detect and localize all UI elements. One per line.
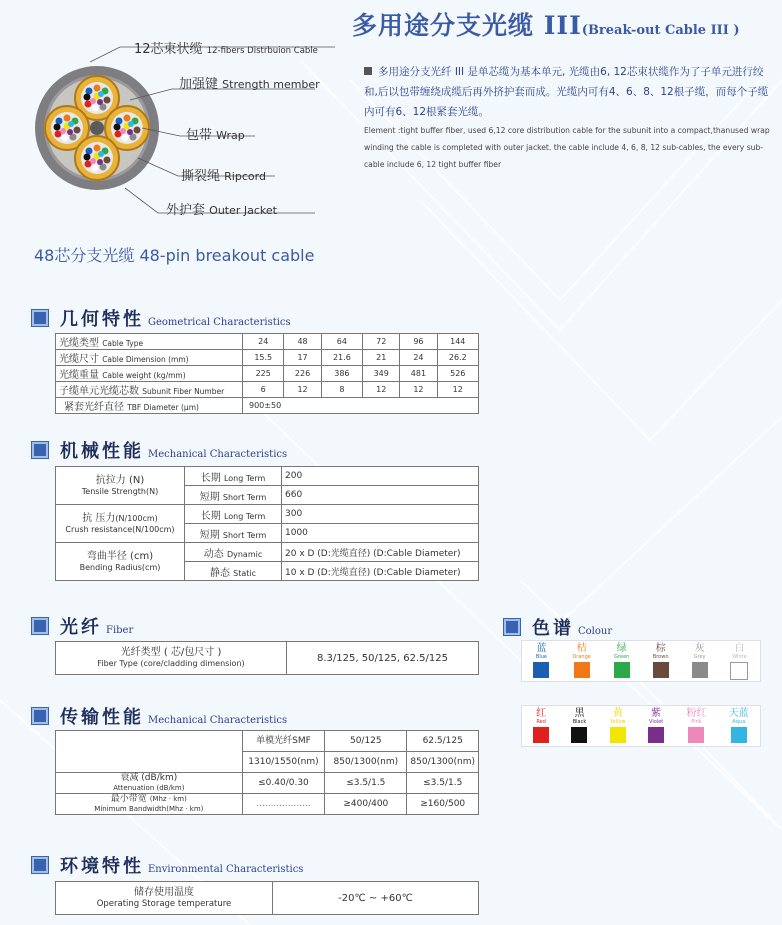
colour-name-en: Blue	[535, 654, 547, 660]
colour-chip	[731, 727, 747, 743]
colour-swatch-pink	[686, 709, 706, 746]
colour-swatch-violet	[648, 709, 664, 746]
colour-name-cn: 桔	[576, 643, 587, 654]
bullet-icon	[364, 67, 372, 75]
square-bullet-icon	[32, 618, 48, 634]
table-row: 短期 Short Term 1000	[56, 524, 479, 543]
colour-name-en: White	[732, 654, 747, 660]
table-row: 短期 Short Term 660	[56, 486, 479, 505]
colour-chip	[533, 662, 549, 678]
section-colour: 色谱 Colour	[504, 614, 612, 640]
page-title	[352, 6, 740, 42]
colour-chip	[653, 662, 669, 678]
transmission-table	[55, 730, 479, 815]
colour-chip	[692, 662, 708, 678]
colour-name-cn: 天蓝	[728, 708, 749, 719]
table-row: 光缆类型 Cable Type 24 48 64 72 96 144	[56, 334, 479, 350]
cable-caption: 48芯分支光缆 48-pin breakout cable	[34, 246, 315, 265]
section-mechanical: 机械性能 Mechanical Characteristics	[32, 437, 287, 463]
colour-name-cn: 黑	[574, 708, 585, 719]
section-fiber: 光纤 Fiber	[32, 613, 133, 639]
colour-name-cn: 绿	[616, 643, 627, 654]
colour-swatch-blue	[533, 644, 549, 681]
colour-name-en: Grey	[693, 654, 706, 660]
colour-swatch-black	[571, 709, 587, 746]
table-row: 抗拉力 (N) Tensile Strength(N) 长期 Long Term 200	[56, 467, 479, 486]
colour-chip	[648, 727, 664, 743]
colour-chip	[688, 727, 704, 743]
environmental-table	[55, 881, 479, 915]
description	[364, 62, 774, 173]
colour-name-en: Orange	[572, 654, 591, 660]
label-wrap: 包带 Wrap	[186, 128, 245, 143]
description-en: Element :tight buffer fiber, used 6,12 core distribution cable for the subunit into a compact,thanused wrap winding the cable is completed with outer jacket. the cable include 4, 6, 8, 12 sub-cables, the every sub-cable include 6, 12 tight buffer fiber	[364, 126, 770, 169]
colour-swatch-orange	[572, 644, 590, 681]
colour-name-cn: 红	[536, 708, 547, 719]
square-bullet-icon	[32, 857, 48, 873]
table-row: 1310/1550(nm) 850/1300(nm) 850/1300(nm)	[56, 752, 479, 773]
label-strength-member: 加强键 Strength member	[179, 77, 320, 92]
colour-row-1	[521, 640, 761, 682]
title-en: (Break-out Cable III )	[581, 23, 740, 38]
colour-swatch-brown	[653, 644, 669, 681]
square-bullet-icon	[32, 442, 48, 458]
colour-name-en: Aqua	[732, 719, 746, 725]
section-transmission: 传输性能 Mechanical Characteristics	[32, 703, 287, 729]
label-ripcord: 撕裂绳 Ripcord	[181, 169, 266, 184]
colour-name-en: Yellow	[610, 719, 626, 725]
colour-swatch-grey	[692, 644, 708, 681]
table-row: 光纤类型 ( 芯/包尺寸 ) Fiber Type (core/cladding dimension) 8.3/125, 50/125, 62.5/125	[56, 642, 479, 675]
description-cn: 多用途分支光纤 III 是单芯缆为基本单元, 光缆由6, 12芯束状缆作为了子单元进行绞和,后以包带缠绕成缆后再外挤护套而成。光缆内可有4、6、8、12根子缆，而每个子缆内可有6、12根紧套光缆。	[364, 66, 769, 118]
colour-swatch-green	[614, 644, 630, 681]
colour-swatch-white	[730, 644, 748, 681]
colour-name-cn: 白	[734, 643, 745, 654]
colour-name-cn: 棕	[655, 643, 666, 654]
label-outer-jacket: 外护套 Outer Jacket	[166, 203, 277, 218]
title-cn: 多用途分支光缆 III	[352, 11, 582, 40]
square-bullet-icon	[504, 619, 520, 635]
colour-name-en: Black	[572, 719, 587, 725]
table-row: 紧套光纤直径 TBF Diameter (μm) 900±50	[56, 398, 479, 414]
colour-name-cn: 粉红	[686, 708, 707, 719]
colour-chip	[730, 662, 748, 680]
label-12-fiber-cable: 12芯束状缆 12-fibers Distrbuion Cable	[134, 42, 318, 57]
colour-name-en: Violet	[649, 719, 664, 725]
colour-chip	[610, 727, 626, 743]
square-bullet-icon	[32, 708, 48, 724]
table-row: 储存使用温度 Operating Storage temperature -20℃ ~ +60℃	[56, 882, 479, 915]
table-row: 光缆尺寸 Cable Dimension (mm) 15.5 17 21.6 21 24 26.2	[56, 350, 479, 366]
colour-chip	[614, 662, 630, 678]
colour-chip	[533, 727, 549, 743]
table-row: 抗 压力(N/100cm) Crush resistance(N/100cm) 长期 Long Term 300	[56, 505, 479, 524]
colour-name-cn: 紫	[651, 708, 662, 719]
colour-chip	[571, 727, 587, 743]
fiber-table	[55, 641, 479, 675]
table-row: 弯曲半径 (cm) Bending Radius(cm) 动态 Dynamic 20 x D (D:光缆直径) (D:Cable Diameter)	[56, 543, 479, 562]
mechanical-table	[55, 466, 479, 581]
colour-name-en: Pink	[691, 719, 702, 725]
colour-swatch-yellow	[610, 709, 626, 746]
colour-name-en: Red	[536, 719, 546, 725]
table-row: 衰减 (dB/km) Attenuation (dB/km) ≤0.40/0.30 ≤3.5/1.5 ≤3.5/1.5	[56, 773, 479, 794]
colour-name-cn: 黄	[612, 708, 623, 719]
table-row: 单模光纤SMF 50/125 62.5/125	[56, 731, 479, 752]
table-row: 子缆单元光缆芯数 Subunit Fiber Number 6 12 8 12 12 12	[56, 382, 479, 398]
colour-swatch-red	[533, 709, 549, 746]
colour-name-en: Green	[614, 654, 630, 660]
colour-name-cn: 蓝	[536, 643, 547, 654]
geometric-table	[55, 333, 479, 414]
table-row: 最小带宽 (Mhz · km) Minimum Bandwidth(Mhz · km) ................... ≥400/400 ≥160/500	[56, 794, 479, 815]
table-row: 静态 Static 10 x D (D:光缆直径) (D:Cable Diameter)	[56, 562, 479, 581]
square-bullet-icon	[32, 310, 48, 326]
colour-row-2	[521, 705, 761, 747]
section-environmental: 环境特性 Environmental Characteristics	[32, 852, 303, 878]
colour-name-en: Brown	[652, 654, 669, 660]
table-row: 光缆重量 Cable weight (kg/mm) 225 226 386 349 481 526	[56, 366, 479, 382]
section-geometric: 几何特性 Geometrical Characteristics	[32, 305, 291, 331]
colour-swatch-aqua	[729, 709, 749, 746]
colour-chip	[574, 662, 590, 678]
colour-name-cn: 灰	[694, 643, 705, 654]
